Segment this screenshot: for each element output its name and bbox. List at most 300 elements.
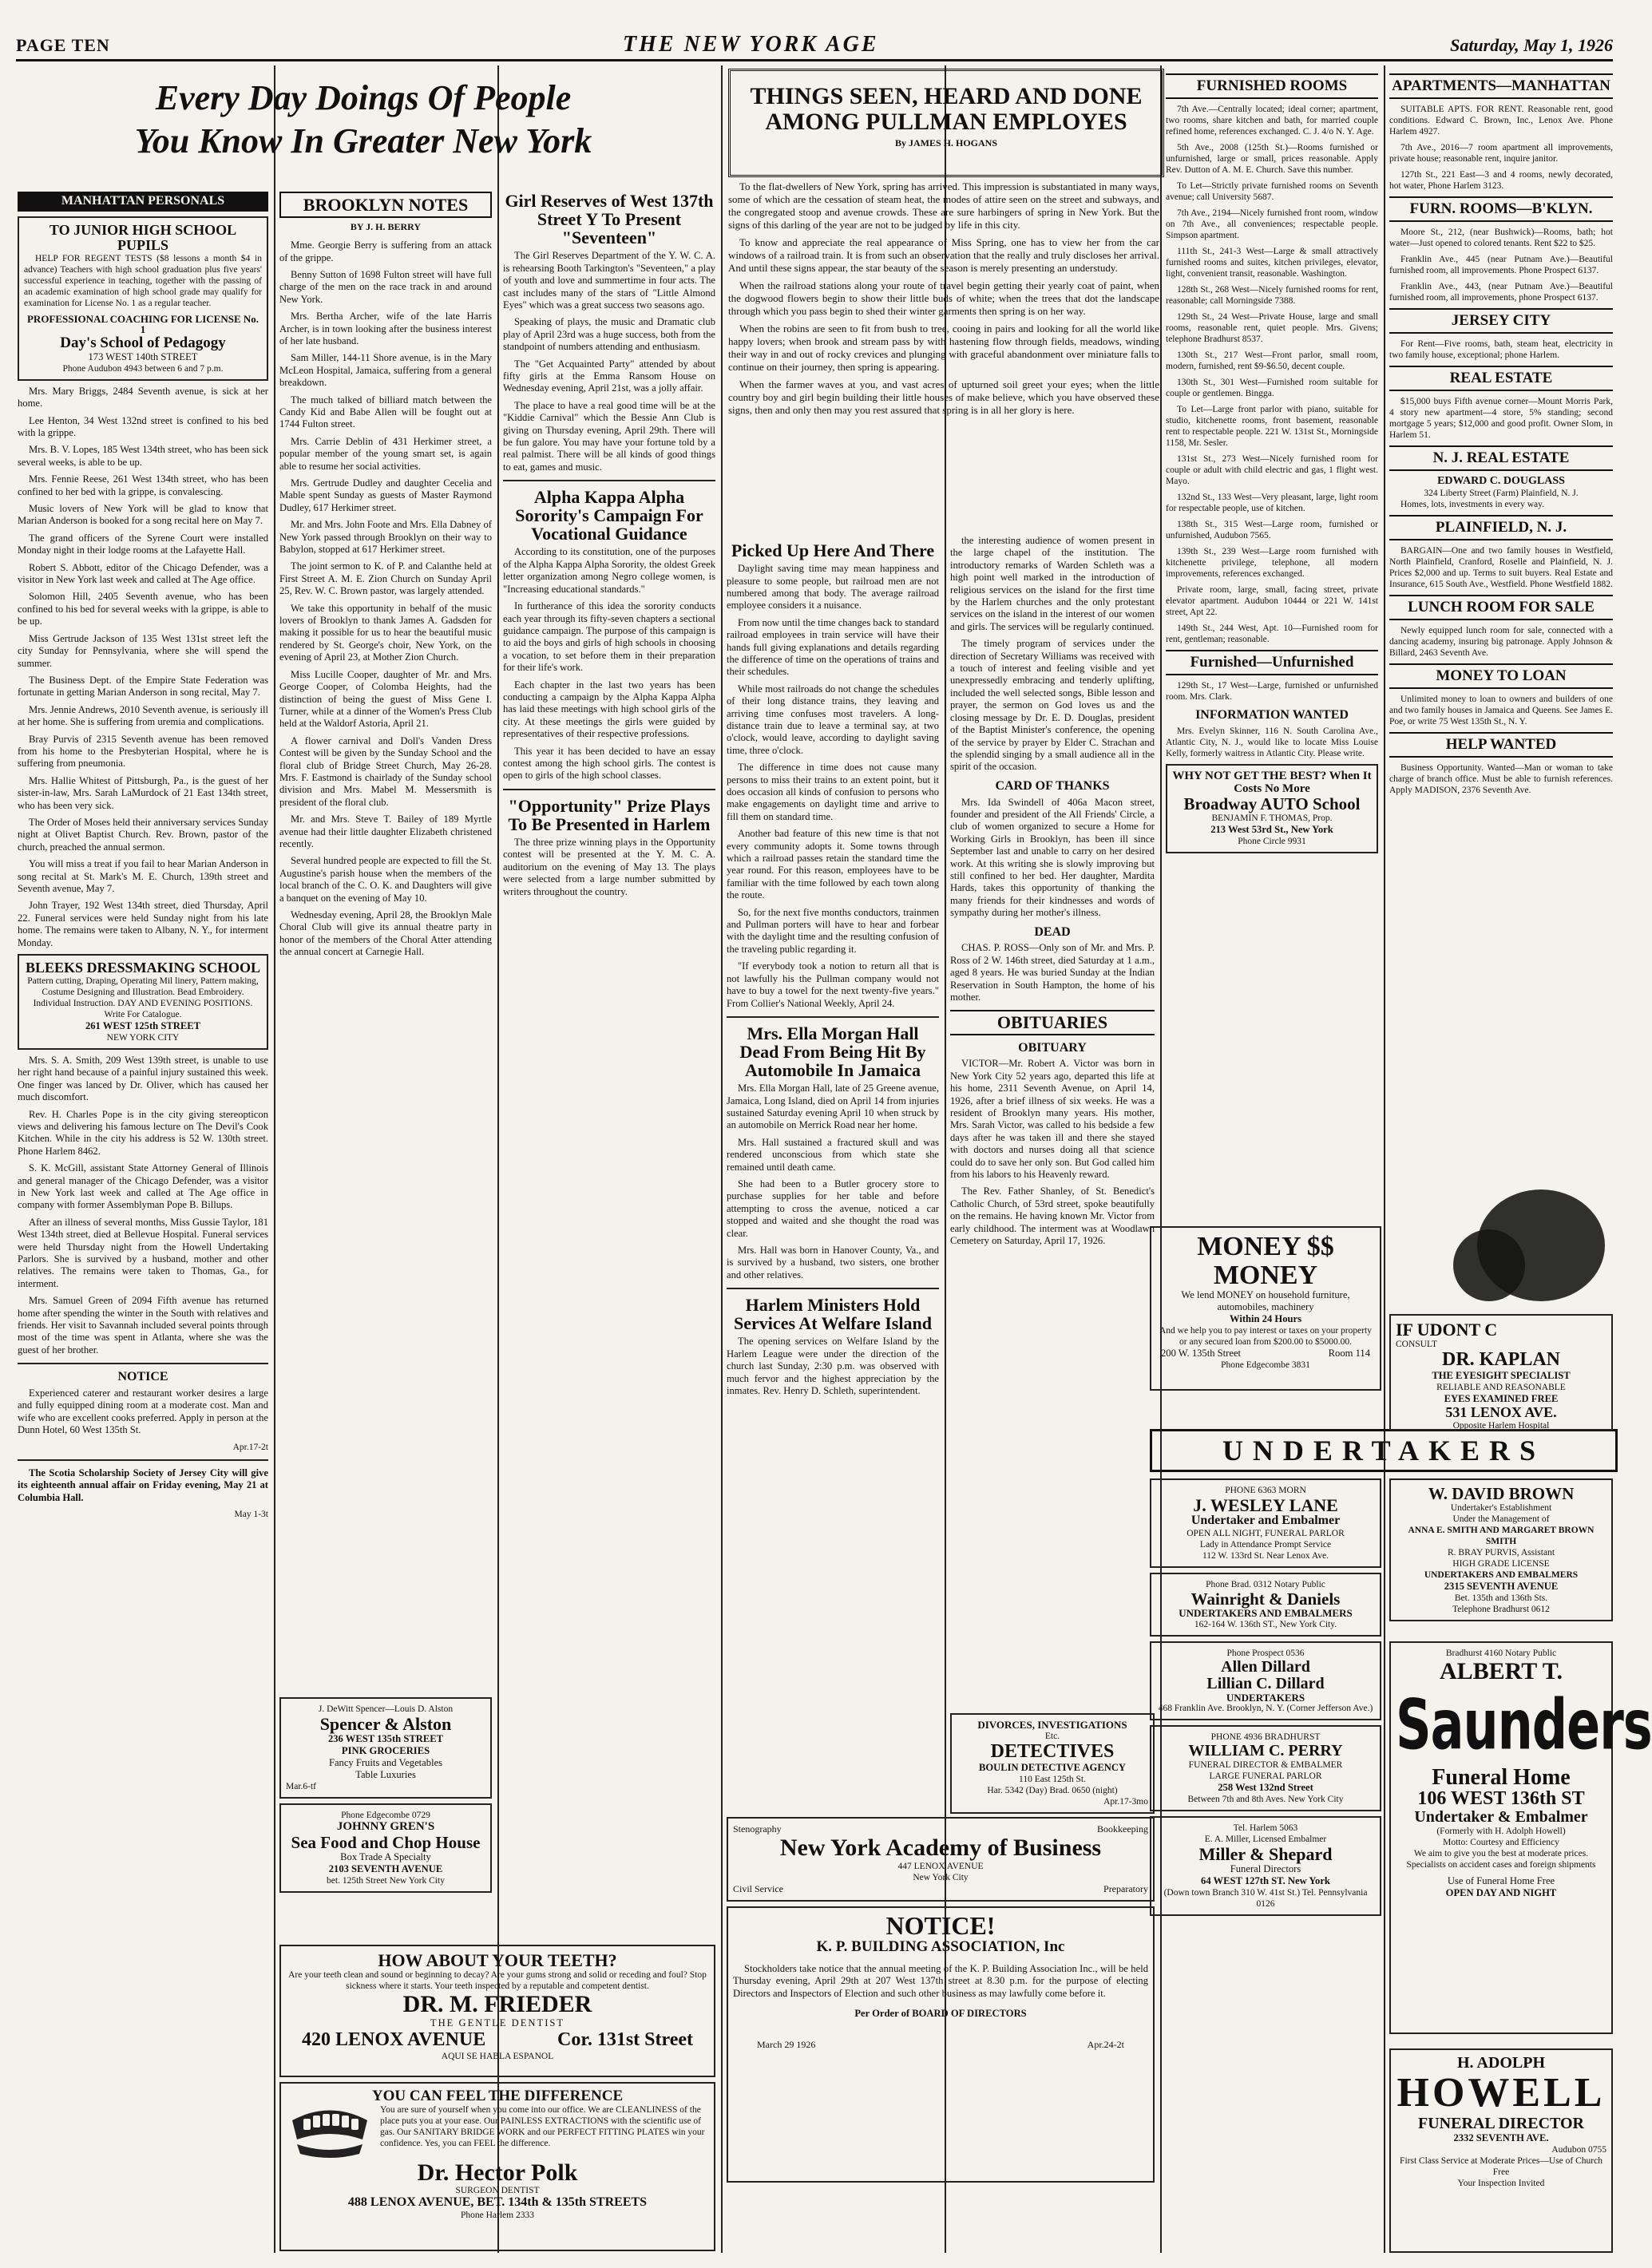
ad-teeth-spanish: AQUI SE HABLA ESPANOL — [441, 2051, 554, 2061]
how-line: First Class Service at Moderate Prices—Use of Church Free — [1400, 2155, 1602, 2177]
ad-teeth-body: Are your teeth clean and sound or beginning to decay? Are your gums strong and solid or receding and foul? Stop sickness where it starts. Your teeth inspected by a reputable and competent dentist. — [288, 1970, 707, 1992]
sau-please: We aim to give you the best at moderate prices. — [1413, 1849, 1589, 1859]
wdb-name: W. DAVID BROWN — [1428, 1484, 1575, 1503]
ad-spencer-names: J. DeWitt Spencer—Louis D. Alston — [318, 1704, 454, 1714]
column-5 — [950, 535, 1155, 1780]
undertakers-left — [1150, 1474, 1381, 2256]
ad-feel-body: You are sure of yourself when you come into our office. We are CLEANLINESS of the place puts you at your ease. Our PAINLESS EXTRACTIONS with the scientific use of gas. Our SANITARY BRIDGE WORK and our PERFECT FITTING PLATES win your confidence. Yes, you can FEEL the difference. — [380, 2104, 705, 2148]
ad-sea-phone: Phone Edgecombe 0729 — [341, 1811, 430, 1821]
article-para: The three prize winning plays in the Opportunity contest will be presented at the Y. M. C. A. auditorium on the evening of May 13. The plays were selected from a large number submitted by writers throughout the country. — [503, 836, 715, 897]
classified-item: 132nd St., 133 West—Very pleasant, large, light room for respectable people, use of kitchen. — [1166, 493, 1378, 513]
pullman-byline: By JAMES H. HOGANS — [894, 137, 997, 148]
issue-date: Saturday, May 1, 1926 — [1450, 35, 1613, 55]
sau-formerly: (Formerly with H. Adolph Howell) — [1436, 1827, 1566, 1837]
page-label: PAGE TEN — [16, 35, 110, 55]
ad-det-date: Apr.17-3mo — [1103, 1796, 1148, 1807]
ad-teeth-street: Cor. 131st Street — [557, 2029, 693, 2050]
ad-coaching-name: Day's School of Pedagogy — [60, 334, 226, 351]
pullman-head: THINGS SEEN, HEARD AND DONE AMONG PULLMAN EMPLOYES — [750, 83, 1143, 135]
kap-consult: CONSULT — [1396, 1340, 1437, 1350]
brooklyn-item: Mrs. Carrie Deblin of 431 Herkimer street, a popular member of the young smart set, is again able to resume her social activities. — [279, 435, 492, 472]
dil-title: UNDERTAKERS — [1226, 1691, 1305, 1704]
ad-acad-civil: Civil Service — [733, 1882, 783, 1894]
article-para: Speaking of plays, the music and Dramatic club play of April 23rd was a huge success, both from the standpoint of numbers attending and enthusiasm. — [503, 316, 715, 353]
ad-david-brown — [1389, 1474, 1613, 1625]
classified-item: Franklin Ave., 445 (near Putnam Ave.)—Beautiful furnished room, all improvements. Phone Prospect 6137. — [1389, 255, 1613, 275]
ad-spencer-title: Spencer & Alston — [319, 1714, 452, 1734]
scotia-date: May 1-3t — [234, 1509, 268, 1519]
ad-sea-addr: 2103 SEVENTH AVENUE — [328, 1862, 443, 1874]
how-first: H. ADOLPH — [1456, 2054, 1545, 2072]
article-para: Another bad feature of this new time is that not every community adopts it. Some towns through which a railroad passes retain the standard time the year round. For this reason, employees have to be familiar with the time followed by each town along the route. — [727, 828, 939, 901]
column-3 — [503, 185, 715, 1686]
ad-sea-city: bet. 125th Street New York City — [327, 1875, 445, 1886]
article-para: Mrs. Hall was born in Hanover County, Va., and is survived by a husband, two sisters, one brother and other relatives. — [727, 1245, 939, 1280]
ad-dressmaking — [18, 954, 268, 1050]
ad-academy — [727, 1817, 1155, 1902]
personal-item: Lee Henton, 34 West 132nd street is confined to his bed with la grippe. — [18, 414, 268, 439]
personal-item: Music lovers of New York will be glad to know that Marian Anderson is booked for a song recital here on May 7. — [18, 503, 268, 527]
ad-auto-school — [1166, 764, 1378, 854]
kp-notice-tag: Apr.24-2t — [1087, 2039, 1124, 2051]
personal-item: Rev. H. Charles Pope is in the city giving stereopticon views and delivering his famous lecture on The Devil's Cook Kitchen. While in the city his address is 52 W. 130th street. Phone Harlem 8462. — [18, 1108, 268, 1157]
ad-coaching-title: PROFESSIONAL COACHING FOR LICENSE No. 1 — [26, 312, 259, 336]
how-last: HOWELL — [1396, 2070, 1606, 2116]
why-addr: 213 West 53rd St., New York — [1210, 824, 1333, 836]
column-rule — [497, 65, 499, 2253]
personal-item: Mrs. S. A. Smith, 209 West 139th street, is unable to use her right hand because of a painful injury sustained this week. One finger was lanced by Dr. Oliver, which has caused her much discomfort. — [18, 1054, 268, 1103]
classified-item: Newly equipped lunch room for sale, connected with a dancing academy, insuring big patronage. Apply Johnson & Billard, 2463 Seventh Ave. — [1389, 625, 1613, 658]
lunch-room-head: LUNCH ROOM FOR SALE — [1389, 595, 1613, 620]
dead-body: CHAS. P. ROSS—Only son of Mr. and Mrs. P. Ross of 2 W. 146th street, died Saturday at 1 a.m., aged 8 years. He was buried Sunday at the Indian Reservation in South Hampton, the home of his mother. — [950, 942, 1155, 1003]
brooklyn-item: Mrs. Gertrude Dudley and daughter Cecelia and Mable spent Sunday as guests of Master Raymond Dudley, 617 Herkimer street. — [279, 477, 492, 513]
personal-item: Mrs. Mary Briggs, 2484 Seventh avenue, is sick at her home. — [18, 385, 268, 410]
ad-feel-head: YOU CAN FEEL THE DIFFERENCE — [371, 2088, 624, 2104]
banner-line-1: Every Day Doings Of People — [155, 78, 572, 117]
brooklyn-notes-head: BROOKLYN NOTES — [279, 192, 492, 218]
help-wanted-head: HELP WANTED — [1389, 732, 1613, 758]
brooklyn-item: Mrs. Bertha Archer, wife of the late Harris Archer, is in town looking after the business interest of her late husband. — [279, 311, 492, 346]
classified-item: SUITABLE APTS. FOR RENT. Reasonable rent, good conditions. Edward C. Brown, Inc., Lenox Ave. Phone Harlem 4927. — [1389, 105, 1613, 137]
column-2-ads — [279, 1692, 492, 1932]
wd-title: UNDERTAKERS AND EMBALMERS — [1179, 1606, 1353, 1619]
sau-addr: 106 WEST 136th ST — [1417, 1787, 1585, 1809]
ad-kp-notice — [727, 1906, 1155, 2183]
ad-money — [1150, 1221, 1381, 1389]
ad-spencer-line: PINK GROCERIES — [341, 1745, 430, 1757]
section-head-manhattan: MANHATTAN PERSONALS — [18, 192, 268, 212]
classified-item: To Let—Large front parlor with piano, suitable for studio, kitchenette rooms, front basement, reasonable rent to respectable people. 221 W. 131st St., Morningside 1158, Mr. Sesler. — [1166, 405, 1378, 448]
column-1 — [18, 185, 268, 2253]
kap-title: THE EYESIGHT SPECIALIST — [1432, 1370, 1571, 1382]
brooklyn-item: Mme. Georgie Berry is suffering from an attack of the grippe. — [279, 239, 492, 263]
ad-miller-shepard — [1150, 1816, 1381, 1916]
pullman-para: To the flat-dwellers of New York, spring has arrived. This impression is substantiated in many ways, some of which are the cessation of steam heat, the modes of attire seen on the street and subways, and the congregated stoop and avenue crowds. These are sure harbingers of spring in New York. But the signs of this darling of the year are not to be judged by life in this city. — [728, 180, 1159, 231]
brooklyn-item: Wednesday evening, April 28, the Brooklyn Male Choral Club will give its annual theatre party in honor of the members of the Choral Atter attending the annual concert at Carnegie Hall. — [279, 909, 492, 958]
ad-acad-stenography: Stenography — [733, 1823, 782, 1835]
dil-name: Allen Dillard — [1221, 1657, 1310, 1676]
sau-phone: Bradhurst 4160 Notary Public — [1445, 1649, 1557, 1658]
money-body2: And we help you to pay interest or taxes on your property or any secured loan from $200.00 to $5000.00. — [1159, 1326, 1373, 1348]
paper-name: THE NEW YORK AGE — [623, 32, 879, 57]
ad-det-addr: 110 East 125th St. — [1019, 1774, 1086, 1784]
classified-item: BARGAIN—One and two family houses in Westfield, North Plainfield, Cranford, Roselle and Plainfield, N. J. Prices $2,000 and up. Terms to suit buyers. Real Estate and Insurance, 615 South Ave., Westfield. Phone Westfield 1882. — [1389, 545, 1613, 589]
apartments-head: APARTMENTS—MANHATTAN — [1389, 73, 1613, 99]
pullman-para: To know and appreciate the real appearance of Miss Spring, one has to view her from the car windows of a railroad train. It is from such an observation that the really and truly discloses her arrival. And until these signs appear, the star beauty of the season is merely presenting an understudy. — [728, 236, 1159, 274]
article-para: Each chapter in the last two years has been conducting a campaign by the Alpha Kappa Alpha has laid these meetings with high school girls of the city. At these meetings the girls were guided by representatives of their respective professions. — [503, 679, 715, 740]
article-para: She had been to a Butler grocery store to purchase supplies for her table and before attempting to cross the avenue, noticed a car stopped and waited and she thought the road was clear. — [727, 1178, 939, 1239]
lane-addr: 112 W. 133rd St. Near Lenox Ave. — [1202, 1550, 1329, 1561]
classified-item: 127th St., 221 East—3 and 4 rooms, newly decorated, hot water, Phone Harlem 3123. — [1389, 170, 1613, 191]
per-phone: PHONE 4936 BRADHURST — [1210, 1732, 1321, 1743]
banner-line-2: You Know In Greater New York — [134, 121, 592, 161]
ad-sea-line: Box Trade A Specialty — [340, 1850, 431, 1862]
ad-dillard — [1150, 1641, 1381, 1721]
opportunity-head: "Opportunity" Prize Plays To Be Presented in Harlem — [508, 795, 711, 834]
kp-notice-head: NOTICE! — [885, 1910, 996, 1940]
personal-item: John Trayer, 192 West 134th street, died Thursday, April 22. Funeral services were held Sunday night from his late home. The remains were taken to Albany, N. Y., for interment Monday. — [18, 900, 268, 948]
wdb-phone: Telephone Bradhurst 0612 — [1452, 1605, 1550, 1615]
dil-phone: Phone Prospect 0536 — [1226, 1648, 1305, 1658]
personal-item: Mrs. B. V. Lopes, 185 West 134th street, who has been sick several weeks, is able to be up. — [18, 444, 268, 468]
divider — [503, 480, 715, 481]
card-of-thanks-head: CARD OF THANKS — [995, 778, 1110, 793]
how-line2: Your Inspection Invited — [1457, 2178, 1545, 2188]
ad-dressmaking-body: Pattern cutting, Draping, Operating Mil linery, Pattern making, Costume Designing and Illustration. Bead Embroidery. Individual Instruction. DAY AND EVENING POSITIONS. Write For Catalogue. — [27, 976, 259, 1019]
ad-sea-name: JOHNNY GREN'S — [336, 1820, 435, 1834]
wdb-addr: 2315 SEVENTH AVENUE — [1444, 1581, 1559, 1593]
ad-coaching-phone: Phone Audubon 4943 between 6 and 7 p.m. — [62, 363, 224, 374]
ad-spencer-line2: Fancy Fruits and Vegetables — [328, 1757, 443, 1769]
douglass-name: EDWARD C. DOUGLASS — [1437, 475, 1565, 487]
kap-opp: Opposite Harlem Hospital — [1452, 1421, 1550, 1431]
brooklyn-byline: BY J. H. BERRY — [350, 221, 422, 233]
furnished-rooms-head: FURNISHED ROOMS — [1166, 73, 1378, 99]
dentures-icon — [286, 2104, 374, 2160]
obituary-body: The Rev. Father Shanley, of St. Benedict's Catholic Church, of 53rd street, spoke beautifully on the remains. He having known Mr. Victor from early childhood. The interment was at Woodlawn Cemetery on Saturday, April 17, 1926. — [950, 1185, 1155, 1246]
dental-ads — [279, 1940, 715, 2251]
classified-item: 128th St., 268 West—Nicely furnished rooms for rent, reasonable; call Morningside 7388. — [1166, 285, 1378, 306]
notice-head: NOTICE — [117, 1370, 168, 1384]
per-city: Between 7th and 8th Aves. New York City — [1187, 1795, 1344, 1805]
ad-det-phone: Har. 5342 (Day) Brad. 0650 (night) — [987, 1785, 1118, 1795]
money-room: Room 114 — [1328, 1348, 1370, 1360]
sau-first: ALBERT T. — [1439, 1658, 1563, 1684]
ink-stain — [1453, 1229, 1525, 1301]
article-para: The opening services on Welfare Island by the Harlem League were under the direction of the church last Sunday, 2:30 p.m. was observed with much fervor and the highest appreciation by the inmates. Rev. Henry D. Schleth, superintendent. — [727, 1336, 939, 1397]
info-wanted-head: INFORMATION WANTED — [1195, 708, 1349, 722]
brooklyn-item: The much talked of billiard match between the Candy Kid and Babe Allen will be fought out at 1744 Fulton street. — [279, 394, 492, 430]
article-para: While most railroads do not change the schedules of their long distance trains, they leaving and arriving time confuses most travelers. A long-distance train due to leave a terminal say, at two o'clock, would leave, according to daylight saving time, three o'clock. — [727, 683, 939, 756]
ad-teeth-addr: 420 LENOX AVENUE — [302, 2029, 486, 2050]
ad-coaching-addr: 173 WEST 140th STREET — [88, 350, 198, 362]
article-para: Daylight saving time may mean happiness and pleasure to some people, but railroad men are not numbered among that body. The average railroad employee considers it a nuisance. — [727, 563, 939, 612]
ad-kaplan — [1389, 1309, 1613, 1431]
personal-item: After an illness of several months, Miss Gussie Taylor, 181 West 134th street, died at Bellevue Hospital. Funeral services were held Thursday night from the Howell Undertaking Parlors. She is survived by a husband, mother and other relatives. The remains were taken to Thomas, Ga., for interment. — [18, 1216, 268, 1289]
dil-name2: Lillian C. Dillard — [1206, 1674, 1325, 1692]
classified-item: For Rent—Five rooms, bath, steam heat, electricity in two family house, exceptional; phone Harlem. — [1389, 339, 1613, 360]
pullman-para: When the farmer waves at you, and vast acres of upturned soil greet your eyes; when the little country boy and girl begin building their little houses of make believe, which you have observed these signs, then and only then may you rest assured that spring is in all her glory is here. — [728, 378, 1159, 416]
wdb-line2: ANNA E. SMITH AND MARGARET BROWN SMITH — [1408, 1526, 1595, 1547]
ad-lane — [1150, 1478, 1381, 1568]
wdb-line: Under the Management of — [1452, 1514, 1550, 1525]
money-addr: 200 W. 135th Street — [1161, 1348, 1242, 1360]
per-name: WILLIAM C. PERRY — [1188, 1742, 1343, 1760]
brooklyn-item: The joint sermon to K. of P. and Calanthe held at First Street A. M. E. Zion Church on Sunday April 25, Rev. W. C. Brown pastor, was largely attended. — [279, 560, 492, 597]
ad-acad-addr: 447 LENOX AVENUE — [897, 1861, 984, 1871]
why-sub: BENJAMIN F. THOMAS, Prop. — [1211, 813, 1333, 824]
brooklyn-item: Miss Lucille Cooper, daughter of Mr. and Mrs. George Cooper, of Colomba Heights, had the distinction of being the guest of Miss Gene I. Turner, while at a dinner of the Women's Press Club held at the Waldorf Astoria, April 21. — [279, 668, 492, 730]
classified-item: 131st St., 273 West—Nicely furnished room for couple or adult with child electric and gas, 1 flight west. Mayo. — [1166, 454, 1378, 486]
lane-line2: Lady in Attendance Prompt Service — [1199, 1539, 1332, 1550]
column-rule — [1384, 65, 1385, 2253]
why-head: WHY NOT GET THE BEST? When It Costs No More — [1172, 769, 1372, 795]
how-title: FUNERAL DIRECTOR — [1418, 2114, 1584, 2132]
article-para: Mrs. Hall sustained a fractured skull and was rendered unconscious from which state she remained until death came. — [727, 1136, 939, 1173]
undertakers-banner — [1150, 1429, 1618, 1472]
personal-item: Mrs. Hallie Whitest of Pittsburgh, Pa., is the guest of her sister-in-law, Mrs. Sarah LaMurdock of 21 East 134th street, who has been very sick. — [18, 774, 268, 811]
kap-head: IF UDONT C — [1396, 1320, 1498, 1340]
classified-item: 139th St., 239 West—Large room furnished with kitchenette privilege, telephone, all modern improvements, references exchanged. — [1166, 547, 1378, 579]
article-para: Mrs. Ella Morgan Hall, late of 25 Greene avenue, Jamaica, Long Island, died on April 14 from injuries sustained Saturday evening April 10 when struck by an automobile on Merrick Road near her home. — [727, 1083, 939, 1131]
brooklyn-item: A flower carnival and Doll's Vanden Dress Contest will be given by the Sunday School and the floral club of Bridge Street Church, May 26-28. Mrs. F. Eastmond is chairlady of the Sunday school division and Mrs. Mabel M. Messersmith is president of the floral club. — [279, 734, 492, 808]
article-para: The difference in time does not cause many persons to miss their trains to an extent point, but it does occasion all kinds of confusion to persons who make engagements on daylight time and arrive to fill them on standard time. — [727, 762, 939, 822]
sau-open: OPEN DAY AND NIGHT — [1445, 1887, 1557, 1899]
personal-item: Mrs. Samuel Green of 2094 Fifth avenue has returned home after spending the winter in the South with relatives and friends. Her visit to Savannah included several points through most of the time was spent in Atlanta, where she was the guest of her brother. — [18, 1295, 268, 1356]
masthead — [16, 32, 1613, 61]
classified-item: Business Opportunity. Wanted—Man or woman to take charge of branch office. Must be able to furnish references. Apply MADISON, 2376 Seventh Ave. — [1389, 762, 1613, 795]
ad-feel-phone: Phone Harlem 2333 — [461, 2211, 534, 2221]
ad-acad-city: New York City — [913, 1872, 969, 1882]
classified-item: Unlimited money to loan to owners and builders of one and two family houses in Jamaica and Queens. See James E. Poe, or write 75 West 135th St., N. Y. — [1389, 694, 1613, 726]
per-addr: 258 West 132nd Street — [1218, 1782, 1313, 1794]
personal-item: The Order of Moses held their anniversary services Sunday night at Olivet Baptist Church. Rev. Brown, pastor of the church, preached the annual sermon. — [18, 816, 268, 853]
how-phone: Audubon 0755 — [1551, 2144, 1606, 2155]
ad-spencer-alston — [279, 1697, 492, 1799]
personal-item: Robert S. Abbott, editor of the Chicago Defender, was a visitor in New York last week and called at The Age office. — [18, 561, 268, 586]
ad-junior-high-body: HELP FOR REGENT TESTS ($8 lessons a month $4 in advance) Teachers with high school graduation plus five years' successful experience in teaching, together with the passing of an academic examination of high school grade may qualify for examination for License No. 1 as a regular teacher. — [24, 253, 262, 308]
ad-det-etc: Etc. — [1044, 1731, 1060, 1741]
brooklyn-item: Mr. and Mrs. Steve T. Bailey of 189 Myrtle avenue had their little daughter Elizabeth christened recently. — [279, 813, 492, 849]
ms-name: Miller & Shepard — [1198, 1844, 1333, 1865]
article-para: The place to have a real good time will be at the "Kiddie Carnival" which the Bessie Ann Club is giving on Thursday evening, April 29th. There will be fun galore. You may have your fortune told by a real palmist. There will be all kinds of good things to eat, games and music. — [503, 399, 715, 473]
ms-name0: E. A. Miller, Licensed Embalmer — [1204, 1835, 1327, 1845]
ad-feel-name: Dr. Hector Polk — [417, 2159, 578, 2186]
ad-spencer-addr: 236 WEST 135th STREET — [327, 1733, 444, 1745]
wdb-addr2: Bet. 135th and 136th Sts. — [1454, 1593, 1548, 1604]
wd-addr: 162-164 W. 136th ST., New York City. — [1194, 1619, 1337, 1629]
money-body: We lend MONEY on household furniture, automobiles, machinery — [1181, 1289, 1350, 1313]
manhattan-personals — [18, 386, 268, 949]
ad-junior-high — [18, 216, 268, 381]
personal-item: S. K. McGill, assistant State Attorney General of Illinois and general manager of the Chicago Defender, was a visitor in New York last week and called at The Age office in company with former Assemblyman Pope B. Billups. — [18, 1162, 268, 1211]
ad-spencer-date: Mar.6-tf — [286, 1782, 317, 1792]
classified-item: 149th St., 244 West, Apt. 10—Furnished room for rent, gentleman; reasonable. — [1166, 623, 1378, 644]
ad-perry — [1150, 1725, 1381, 1811]
ad-teeth-tag: THE GENTLE DENTIST — [430, 2017, 565, 2029]
money-within: Within 24 Hours — [1229, 1313, 1302, 1325]
lane-name: J. WESLEY LANE — [1193, 1495, 1338, 1515]
ad-feel-role: SURGEON DENTIST — [455, 2186, 540, 2196]
kap-addr: 531 LENOX AVE. — [1445, 1404, 1557, 1421]
article-para: The Girl Reserves Department of the Y. W. C. A. is rehearsing Booth Tarkington's "Seventeen," a play of youth and love and summertime in four acts. The cast includes many of the stars of "Little Almond Eyes" which was a great success two seasons ago. — [503, 250, 715, 311]
sau-title: Funeral Home — [1432, 1764, 1571, 1790]
nj-real-estate-head: N. J. REAL ESTATE — [1389, 445, 1613, 471]
scotia-notice: The Scotia Scholarship Society of Jersey City will give its eighteenth annual affair on Friday evening, May 21 at Columbia Hall. — [18, 1466, 268, 1503]
banner-headline — [16, 69, 711, 180]
ad-dressmaking-city: NEW YORK CITY — [106, 1032, 180, 1043]
sau-role: Undertaker & Embalmer — [1414, 1808, 1588, 1827]
ms-title: Funeral Directors — [1230, 1863, 1301, 1875]
ad-detectives — [950, 1708, 1155, 1807]
article-para: The timely program of services under the direction of Secretary Williams was received with a touch of interest and feeling visible and yet unexpressedly embracing and tenderly uplifting, included the well selected songs, Bible lesson and prayer, the sermon on God loves us and the closing message by Dr. E. D. Douglas, president of the Baptist Minister's conference, the opening of the service by prayer by Elder C. Strachan and the splendid singing by a small audience all in the spirit of the occasion. — [950, 638, 1155, 773]
kap-line2: EYES EXAMINED FREE — [1444, 1393, 1559, 1405]
obituaries-head: OBITUARIES — [950, 1010, 1155, 1035]
article-para: So, for the next five months conductors, trainmen and Pullman porters will have to hear and forbear with the daylight time and the resulting confusion of the traveling public regarding it. — [727, 906, 939, 955]
wd-phone: Phone Brad. 0312 Notary Public — [1206, 1579, 1325, 1589]
ad-spencer-line3: Table Luxuries — [355, 1769, 416, 1781]
personal-item: The grand officers of the Syrene Court were installed Monday night in their lodge rooms at the Lafayette Hall. — [18, 532, 268, 556]
classified-item: 129th St., 17 West—Large, furnished or unfurnished room. Mrs. Clark. — [1166, 681, 1378, 702]
money-phone: Phone Edgecombe 3831 — [1221, 1360, 1310, 1371]
classified-item: Moore St., 212, (near Bushwick)—Rooms, bath; hot water—Just opened to colored tenants. Rent $22 to $25. — [1389, 228, 1613, 248]
classified-item: 129th St., 24 West—Private House, large and small rooms, reasonable rent, quiet people. Mrs. Givens; telephone Bradhurst 8537. — [1166, 312, 1378, 344]
kap-name: DR. KAPLAN — [1442, 1349, 1560, 1371]
info-wanted-body: Mrs. Evelyn Skinner, 116 N. South Carolina Ave., Atlantic City, N. J., would like to locate Miss Louise Kelly, formerly waitress in Atlantic City. Please write. — [1166, 726, 1378, 758]
brooklyn-item: Sam Miller, 144-11 Shore avenue, is in the Mary McLeon Hospital, Jamaica, suffering from a general breakdown. — [279, 352, 492, 389]
ad-teeth-name: DR. M. FRIEDER — [402, 1991, 592, 2018]
ad-feel-addr: 488 LENOX AVENUE, BET. 134th & 135th STREETS — [347, 2195, 648, 2210]
ms-addr: 64 WEST 127th ST. New York — [1201, 1875, 1330, 1887]
real-estate-head: REAL ESTATE — [1389, 366, 1613, 391]
ms-branch: (Down town Branch 310 W. 41st St.) Tel. Pennsylvania 0126 — [1163, 1888, 1368, 1910]
dil-addr: 468 Franklin Ave. Brooklyn, N. Y. (Corner Jefferson Ave.) — [1158, 1704, 1373, 1714]
douglass-addr: 324 Liberty Street (Farm) Plainfield, N. J. — [1424, 488, 1579, 498]
per-title: FUNERAL DIRECTOR & EMBALMER — [1188, 1760, 1343, 1771]
ad-det-name: BOULIN DETECTIVE AGENCY — [978, 1761, 1127, 1773]
notice-body: Experienced caterer and restaurant worker desires a large and fully equipped dining room at a moderate cost. Man and wife who are excellent cooks preferred. Apply in person at the Dunn Hotel, 60 West 135th St. — [18, 1387, 268, 1436]
brooklyn-item: Mr. and Mrs. John Foote and Mrs. Ella Dabney of New York passed through Brooklyn on their way to Babylon, stopped at 617 Herkimer street. — [279, 519, 492, 556]
notice-date: Apr.17-2t — [232, 1442, 268, 1452]
divider — [18, 1459, 268, 1461]
column-7 — [1389, 69, 1613, 1346]
personal-item: You will miss a treat if you fail to hear Marian Anderson in song recital at St. Mark's M. E. Church, 139th street and Seventh avenue, May 7. — [18, 858, 268, 895]
ad-detectives-box — [950, 1713, 1155, 1814]
article-para: the interesting audience of women present in the large chapel of the institution. The introductory remarks of Warden Schleth was a high point well marked in the introduction of religious services on the island for the first time by the Harlem churches and the only protestant services on the island in the interest of our women and girls. The services will be regularly continued. — [950, 535, 1155, 632]
divider — [18, 1363, 268, 1364]
alpha-kappa-head: Alpha Kappa Alpha Sorority's Campaign For Vocational Guidance — [515, 487, 703, 544]
sau-spec: Specialists on accident cases and foreign shipments — [1406, 1860, 1596, 1870]
ad-acad-prep: Preparatory — [1103, 1882, 1148, 1894]
article-para: According to its constitution, one of the purposes of the Alpha Kappa Alpha Sorority, the oldest Greek letter organization among Negro college women, is "Increasing educational standards." — [503, 546, 715, 595]
classified-item: 111th St., 241-3 West—Large & small attractively furnished rooms and suites, kitchen privileges, elevator, light, convenient transit, reasonable. Washington. — [1166, 247, 1378, 279]
ms-phone: Tel. Harlem 5063 — [1233, 1823, 1298, 1834]
ad-det-title: DIVORCES, INVESTIGATIONS — [977, 1719, 1127, 1731]
classified-item: 7th Ave.—Centrally located; ideal corner; apartment, two rooms, share kitchen and bath, for married couple refined home, references exchanged. C. J. 4/o N. Y. Age. — [1166, 105, 1378, 137]
classified-item: 130th St., 217 West—Front parlor, small room, modern, furnished, rent $9-$6.50, decent couple. — [1166, 350, 1378, 371]
ad-saunders — [1389, 1637, 1652, 2036]
card-of-thanks-body: Mrs. Ida Swindell of 406a Macon street, founder and president of the All Friends' Circle, a club of women organized to secure a Home for Working Girls in Brooklyn, has been ill since September last and unable to carry on her desired work. At this writing she is slowly improving but still confined to her bed. Her daughter, Mardita Hards, takes this opportunity of thanking the many friends for their kindnesses and words of sympathy during her mother's illness. — [950, 796, 1155, 919]
column-6 — [1166, 69, 1378, 1218]
personal-item: Mrs. Fennie Reese, 261 West 134th street, who has been confined to her bed with la grippe, is convalescing. — [18, 473, 268, 497]
pullman-para: When the railroad stations along your route of travel begin getting their yearly coat of paint, when the dogwood flowers begin to show their little buds of white; when the trees that dot the landscape through which you pass begin to shed their winter garments then spring is on her way. — [728, 279, 1159, 317]
sau-home: Use of Funeral Home Free — [1447, 1875, 1555, 1887]
column-2 — [279, 185, 492, 1686]
ad-sea-title: Sea Food and Chop House — [291, 1832, 481, 1852]
lane-phone: PHONE 6363 MORN — [1225, 1486, 1306, 1495]
pullman-head-box — [728, 69, 1164, 177]
harlem-ministers-head: Harlem Ministers Hold Services At Welfare Island — [734, 1295, 932, 1334]
kap-line: RELIABLE AND REASONABLE — [1436, 1383, 1566, 1393]
pullman-para: When the robins are seen to fit from bush to tree, cooing in pairs and looking for all the world like happy lovers; when brook and stream pass by with hastening flow through fields, meadows, winding their way in and out of rocky crevices and plunging with graceful abandonment over miniature falls to continue on their journey, then spring is appearing. — [728, 323, 1159, 373]
classified-item: Private room, large, small, facing street, private elevator apartment. Audubon 10444 or 221 W. 141st street, Apt 22. — [1166, 585, 1378, 617]
lane-title: Undertaker and Embalmer — [1190, 1514, 1341, 1528]
ad-acad-bookkeeping: Bookkeeping — [1097, 1823, 1148, 1835]
personal-item: The Business Dept. of the Empire State Federation was fortunate in getting Marian Anderson in song recital, May 7. — [18, 674, 268, 699]
furn-rooms-bklyn-head: FURN. ROOMS—B'KLYN. — [1389, 196, 1613, 222]
divider — [727, 1016, 939, 1018]
ad-polk — [279, 2082, 715, 2251]
wd-name: Wainright & Daniels — [1190, 1589, 1341, 1609]
kp-notice-date: March 29 1926 — [757, 2039, 816, 2051]
ad-howell — [1389, 2044, 1613, 2251]
picked-up-head: Picked Up Here And There — [731, 540, 935, 560]
classified-item: To Let—Strictly private furnished rooms on Seventh avenue; call University 5687. — [1166, 181, 1378, 202]
divider — [727, 1288, 939, 1289]
classified-item: 7th Ave., 2016—7 room apartment all improvements, private house; reasonable rent, inquire janitor. — [1389, 143, 1613, 164]
kp-notice-sign: Per Order of BOARD OF DIRECTORS — [854, 2008, 1027, 2020]
plainfield-head: PLAINFIELD, N. J. — [1389, 515, 1613, 540]
wdb-line3: R. BRAY PURVIS, Assistant — [1447, 1548, 1555, 1558]
wdb-title: Undertaker's Establishment — [1450, 1503, 1552, 1514]
classified-item: 5th Ave., 2008 (125th St.)—Rooms furnished or unfurnished, large or small, prices reasonable. Apply Rev. Dutton of A. M. E. Church. Save this number. — [1166, 143, 1378, 175]
sau-motto: Motto: Courtesy and Efficiency — [1443, 1838, 1559, 1848]
column-rule — [274, 65, 275, 2253]
personal-item: Solomon Hill, 2405 Seventh avenue, who has been confined to his bed for several weeks with la grippe, is able to be up. — [18, 591, 268, 627]
article-para: This year it has been decided to have an essay contest among the high school girls. The contest is open to girls of the high school classes. — [503, 745, 715, 782]
divider — [503, 789, 715, 790]
ad-junior-high-title: TO JUNIOR HIGH SCHOOL PUPILS — [49, 221, 237, 253]
brooklyn-item: Several hundred people are expected to fill the St. Augustine's parish house when the members of the local branch of the C. O. K. and Daughters will give a banquet on the evening of May 10. — [279, 855, 492, 904]
ad-frieder — [279, 1945, 715, 2077]
personal-item: Mrs. Jennie Andrews, 2010 Seventh avenue, is seriously ill at her home. She is suffering from uremia and complications. — [18, 703, 268, 728]
obituary-subhead: OBITUARY — [1018, 1040, 1087, 1055]
kp-notice-org: K. P. BUILDING ASSOCIATION, Inc — [816, 1938, 1065, 1956]
dead-head: DEAD — [1034, 924, 1071, 939]
ad-acad-name: New York Academy of Business — [779, 1835, 1102, 1861]
ad-teeth-head: HOW ABOUT YOUR TEETH? — [378, 1950, 617, 1970]
column-4 — [727, 535, 939, 1660]
bottom-mid-ads — [727, 1812, 1155, 2251]
obituary-body: VICTOR—Mr. Robert A. Victor was born in New York City 52 years ago, departed this life at his home, 2311 Seventh Avenue, on April 14, 1926, after a brief illness of six weeks. He was a resident of Brooklyn many years. His mother, Mrs. Sarah Victor, was called to his bedside a few days after he was taken ill and there she stayed with doctors and nurses doing all that science could do to save her only son. But God called him from his labors to his Heavenly reward. — [950, 1058, 1155, 1180]
column-rule — [721, 65, 723, 2253]
sau-last: Saunders — [1396, 1683, 1652, 1765]
ad-sea-food — [279, 1803, 492, 1893]
article-para: "If everybody took a notion to return all that is not lawfully his the Pullman company would not have to buy a towel for the next twenty-five years." From Collier's National Weekly, April 24. — [727, 960, 939, 1009]
personal-item: Bray Purvis of 2315 Seventh avenue has been removed from his home to the Presbyterian Hospital, where he is suffering from pneumonia. — [18, 733, 268, 770]
ad-dressmaking-addr: 261 WEST 125th STREET — [85, 1019, 201, 1031]
pullman-lead — [728, 180, 1159, 532]
why-name: Broadway AUTO School — [1183, 794, 1361, 814]
classified-item: 130th St., 301 West—Furnished room suitable for couple or gentlemen. Bingga. — [1166, 378, 1378, 398]
brooklyn-item: Benny Sutton of 1698 Fulton street will have full charge of the men on the race track in and around New York. — [279, 268, 492, 305]
money-head: MONEY $$ MONEY — [1197, 1232, 1334, 1290]
classified-item: Homes, lots, investments in every way. — [1400, 499, 1545, 509]
wdb-line5: UNDERTAKERS AND EMBALMERS — [1424, 1570, 1579, 1581]
wdb-line4: HIGH GRADE LICENSE — [1452, 1559, 1550, 1569]
money-to-loan-head: MONEY TO LOAN — [1389, 663, 1613, 689]
personal-item: Miss Gertrude Jackson of 135 West 131st street left the city Sunday for Pennsylvania, where she will spend the summer. — [18, 632, 268, 669]
